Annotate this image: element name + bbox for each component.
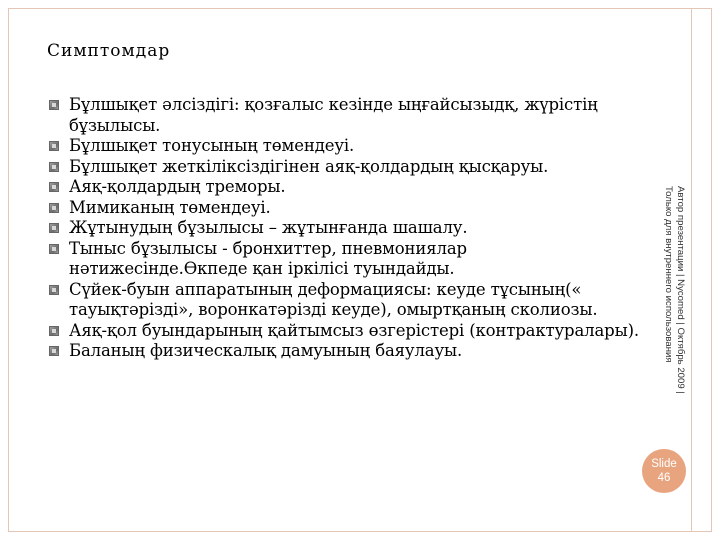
bullet-item <box>48 239 648 280</box>
bullet-square-icon <box>49 244 59 254</box>
bullet-item <box>48 280 648 321</box>
bullet-square-icon <box>49 203 59 213</box>
bullet-text: Сүйек-буын аппаратының деформациясы: кеуде тұсының(« тауықтәрізді», воронкатәрізді кеуде), омыртқаның сколиозы. <box>69 279 598 319</box>
slide-badge-number: 46 <box>657 472 671 484</box>
bullet-text: Мимиканың төмендеуі. <box>69 197 271 217</box>
slide-badge-label: Slide <box>651 458 677 470</box>
bullet-square-icon <box>49 182 59 192</box>
slide-number-badge <box>642 449 686 493</box>
bullet-square-icon <box>49 285 59 295</box>
bullet-item <box>48 321 648 342</box>
bullet-text: Тыныс бұзылысы - бронхиттер, пневмониялар нәтижесінде.Өкпеде қан іркілісі туындайды. <box>69 238 467 278</box>
bullet-text: Бұлшықет тонусының төмендеуі. <box>69 136 355 155</box>
bullet-text: Бұлшықет әлсіздігі: қозғалыс кезінде ыңғайсызыдқ, жүрістің бұзылысы. <box>69 95 598 135</box>
bullet-text: Аяқ-қолдардың треморы. <box>69 177 286 196</box>
bullet-square-icon <box>49 162 59 172</box>
bullet-square-icon <box>49 100 59 110</box>
bullet-item <box>48 198 648 219</box>
bullet-item <box>48 157 648 178</box>
bullet-square-icon <box>49 141 59 151</box>
bullet-text: Бұлшықет жеткіліксіздігінен аяқ-қолдардың қысқаруы. <box>69 156 549 176</box>
bullet-text: Баланың физическалық дамуының баяулауы. <box>69 341 463 360</box>
bullet-square-icon <box>49 223 59 233</box>
slide-title: Симптомдар <box>47 41 171 61</box>
bullet-item <box>48 218 648 239</box>
bullet-square-icon <box>49 346 59 356</box>
right-divider <box>691 8 692 532</box>
bullet-item <box>48 341 648 362</box>
bullet-item <box>48 136 648 157</box>
side-footer-text: Автор презентации | Nycomed | Октябрь 2009 | Только для внутреннего использования <box>663 186 686 394</box>
bullet-square-icon <box>49 326 59 336</box>
bullet-item <box>48 95 648 136</box>
bullet-text: Аяқ-қол буындарының қайтымсыз өзгерістері (контрактуралары). <box>69 320 639 340</box>
bullet-item <box>48 177 648 198</box>
bullet-list <box>48 95 648 362</box>
bullet-text: Жұтынудың бұзылысы – жұтынғанда шашалу. <box>69 218 468 237</box>
side-footer-note <box>646 186 686 422</box>
